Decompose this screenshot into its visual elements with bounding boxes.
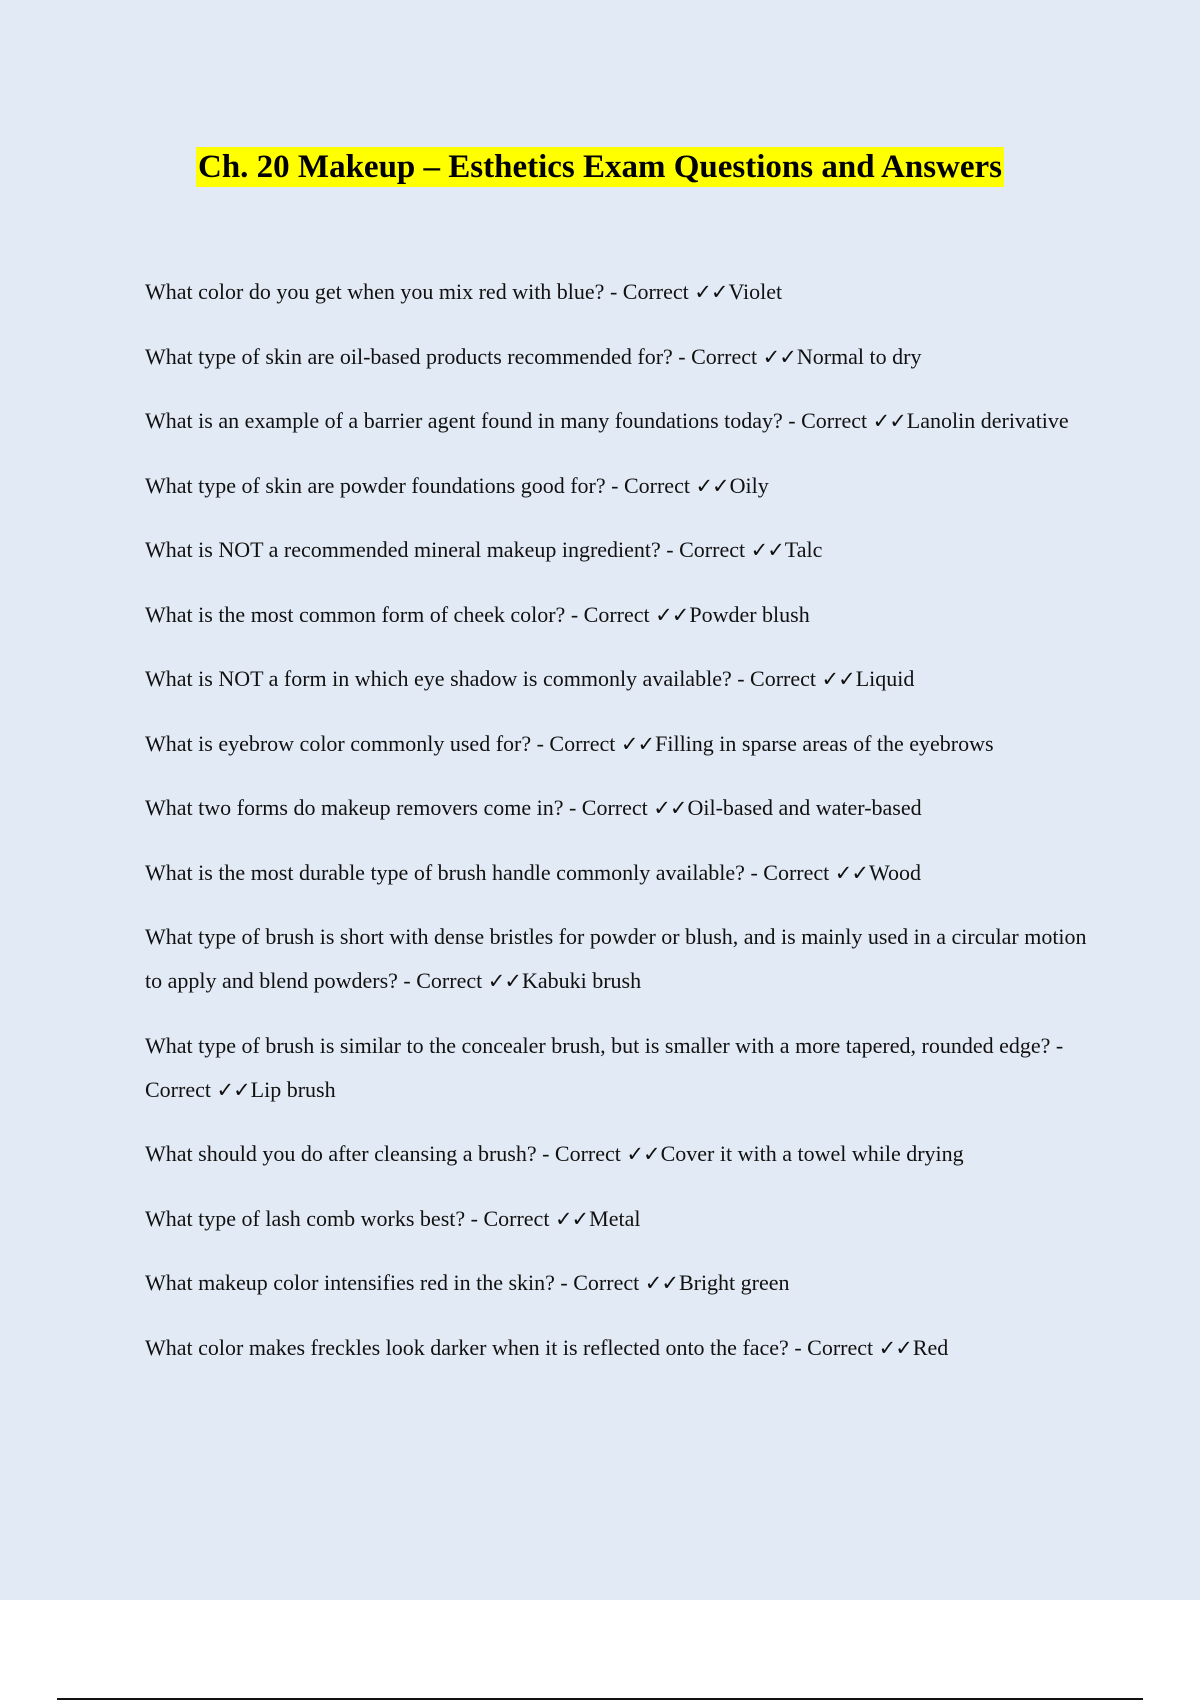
question-text: What type of skin are powder foundations good for? - Correct <box>145 472 696 498</box>
qa-item <box>145 593 1095 637</box>
qa-item <box>145 851 1095 895</box>
qa-item <box>145 399 1095 443</box>
title-container <box>0 147 1200 187</box>
double-check-icon: ✓✓ <box>216 1077 250 1102</box>
answer-text: Oily <box>729 472 769 498</box>
question-text: What type of skin are oil-based products recommended for? - Correct <box>145 343 763 369</box>
question-text: What should you do after cleansing a brush? - Correct <box>145 1141 627 1166</box>
qa-item <box>145 464 1095 508</box>
answer-text: Filling in sparse areas of the eyebrows <box>655 730 994 756</box>
question-text: What color do you get when you mix red with blue? - Correct <box>145 279 695 304</box>
answer-text: Powder blush <box>689 601 810 627</box>
question-text: What makeup color intensifies red in the skin? - Correct <box>145 1270 645 1295</box>
double-check-icon: ✓✓ <box>653 796 687 820</box>
answer-text: Violet <box>728 279 783 304</box>
question-text: What is NOT a recommended mineral makeup ingredient? - Correct <box>145 537 751 562</box>
document-title: Ch. 20 Makeup – Esthetics Exam Questions and Answers <box>197 149 1003 185</box>
answer-text: Kabuki brush <box>521 968 642 993</box>
double-check-icon: ✓✓ <box>695 473 729 498</box>
answer-text: Oil-based and water-based <box>687 795 922 820</box>
qa-item <box>145 1261 1095 1305</box>
answer-text: Lanolin derivative <box>906 408 1069 433</box>
double-check-icon: ✓✓ <box>872 409 906 433</box>
qa-item <box>145 1326 1095 1370</box>
question-answer-list <box>145 270 1095 1390</box>
answer-text: Wood <box>868 859 921 885</box>
double-check-icon: ✓✓ <box>878 1335 912 1360</box>
double-check-icon: ✓✓ <box>620 731 655 756</box>
answer-text: Cover it with a towel while drying <box>660 1141 964 1166</box>
double-check-icon: ✓✓ <box>750 538 784 562</box>
double-check-icon: ✓✓ <box>655 602 689 627</box>
question-text: What type of lash comb works best? - Correct <box>145 1205 555 1231</box>
double-check-icon: ✓✓ <box>644 1271 678 1295</box>
qa-item <box>145 657 1095 701</box>
question-text: What is the most common form of cheek color? - Correct <box>145 601 656 627</box>
answer-text: Normal to dry <box>796 343 922 369</box>
answer-text: Bright green <box>678 1270 790 1295</box>
question-text: What is NOT a form in which eye shadow is commonly available? - Correct <box>145 666 822 691</box>
question-text: What type of brush is similar to the concealer brush, but is smaller with a more tapered, rounded edge? - Correct <box>145 1032 1064 1102</box>
question-text: What two forms do makeup removers come in? - Correct <box>145 795 654 820</box>
double-check-icon: ✓✓ <box>487 969 521 993</box>
question-text: What is an example of a barrier agent found in many foundations today? - Correct <box>145 408 873 433</box>
question-text: What is eyebrow color commonly used for? - Correct <box>145 730 621 756</box>
qa-item <box>145 270 1095 314</box>
qa-item <box>145 786 1095 830</box>
answer-text: Liquid <box>855 666 915 691</box>
question-text: What type of brush is short with dense bristles for powder or blush, and is mainly used in a circular motion to apply and blend powders? - Correct <box>145 924 1087 993</box>
double-check-icon: ✓✓ <box>694 280 728 304</box>
answer-text: Metal <box>589 1205 641 1231</box>
double-check-icon: ✓✓ <box>626 1142 660 1166</box>
qa-item <box>145 722 1095 766</box>
qa-item <box>145 1132 1095 1176</box>
double-check-icon: ✓✓ <box>554 1206 589 1231</box>
answer-text: Red <box>912 1334 949 1360</box>
double-check-icon: ✓✓ <box>821 667 855 691</box>
double-check-icon: ✓✓ <box>762 344 796 369</box>
qa-item <box>145 1024 1095 1112</box>
double-check-icon: ✓✓ <box>834 860 868 885</box>
qa-item <box>145 915 1095 1003</box>
qa-item <box>145 528 1095 572</box>
question-text: What is the most durable type of brush handle commonly available? - Correct <box>145 859 835 885</box>
qa-item <box>145 1197 1095 1241</box>
qa-item <box>145 335 1095 379</box>
answer-text: Talc <box>784 537 823 562</box>
question-text: What color makes freckles look darker when it is reflected onto the face? - Correct <box>145 1334 879 1360</box>
answer-text: Lip brush <box>250 1076 336 1102</box>
